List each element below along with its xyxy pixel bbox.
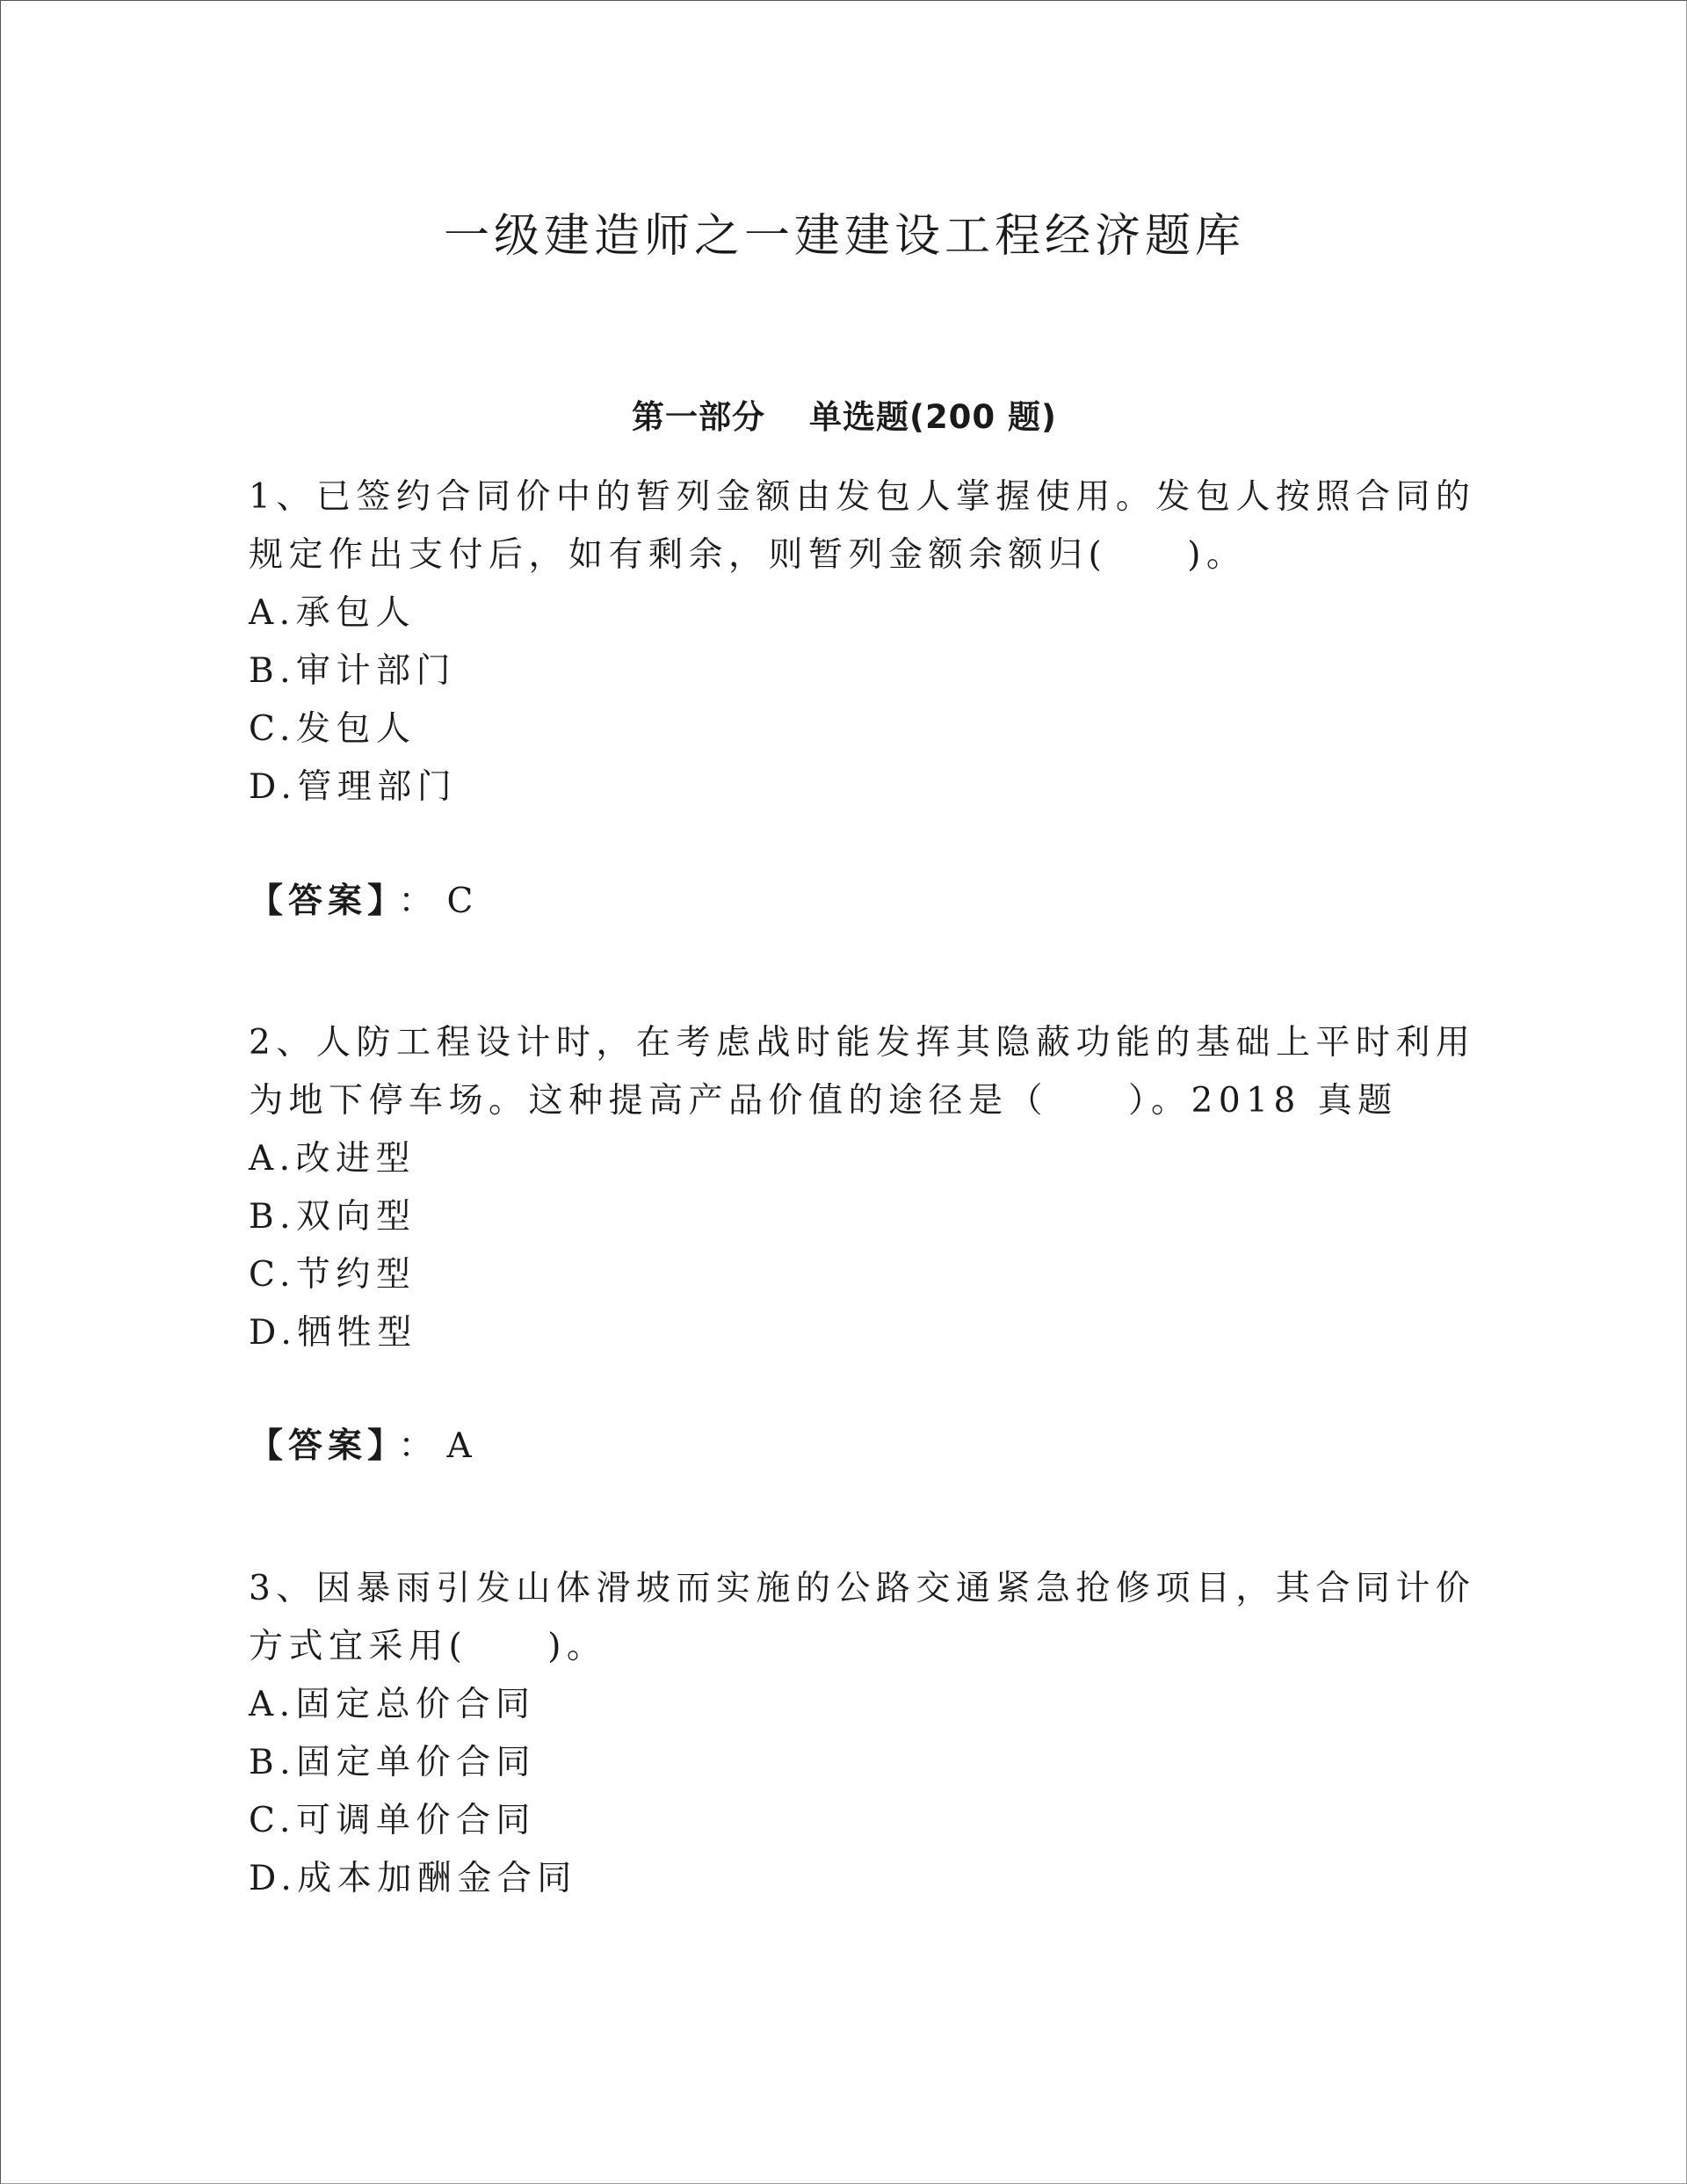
option-a: A.改进型 [249,1139,416,1179]
answer-colon: ： [398,1426,438,1466]
answer-label: 【答案】 [249,1426,390,1466]
question-text-line: 方式宜采用( )。 [249,1627,607,1666]
question-text-line: 3、因暴雨引发山体滑坡而实施的公路交通紧急抢修项目，其合同计价 [249,1569,1476,1608]
answer-2 [249,1417,477,1476]
question-text-line: 规定作出支付后，如有剩余，则暂列金额余额归( )。 [249,535,1247,575]
section-name: 单选题(200 题) [809,398,1057,436]
option-d: D.牺牲型 [249,1313,417,1353]
question-text-line: 2、人防工程设计时，在考虑战时能发挥其隐蔽功能的基础上平时利用 [249,1023,1476,1063]
option-b: B.双向型 [249,1197,416,1237]
option-b: B.固定单价合同 [249,1743,537,1782]
section-heading [1,390,1687,438]
answer-value: C [446,882,479,921]
question-2 [249,1014,1476,1362]
answer-value: A [446,1426,477,1466]
option-a: A.固定总价合同 [249,1685,536,1724]
question-1 [249,468,1476,816]
option-d: D.管理部门 [249,767,458,807]
section-part: 第一部分 [632,398,766,436]
option-b: B.审计部门 [249,651,457,691]
option-a: A.承包人 [249,593,416,633]
question-3 [249,1560,1476,1908]
question-text-line: 为地下停车场。这种提高产品价值的途径是（ ）。2018 真题 [249,1081,1398,1121]
option-c: C.节约型 [249,1255,416,1295]
answer-1 [249,872,478,931]
option-d: D.成本加酬金合同 [249,1859,577,1898]
question-text-line: 1、已签约合同价中的暂列金额由发包人掌握使用。发包人按照合同的 [249,477,1476,517]
answer-label: 【答案】 [249,881,390,921]
option-c: C.发包人 [249,709,416,749]
answer-colon: ： [398,882,438,921]
document-title: 一级建造师之一建建设工程经济题库 [443,210,1245,263]
option-c: C.可调单价合同 [249,1801,536,1840]
